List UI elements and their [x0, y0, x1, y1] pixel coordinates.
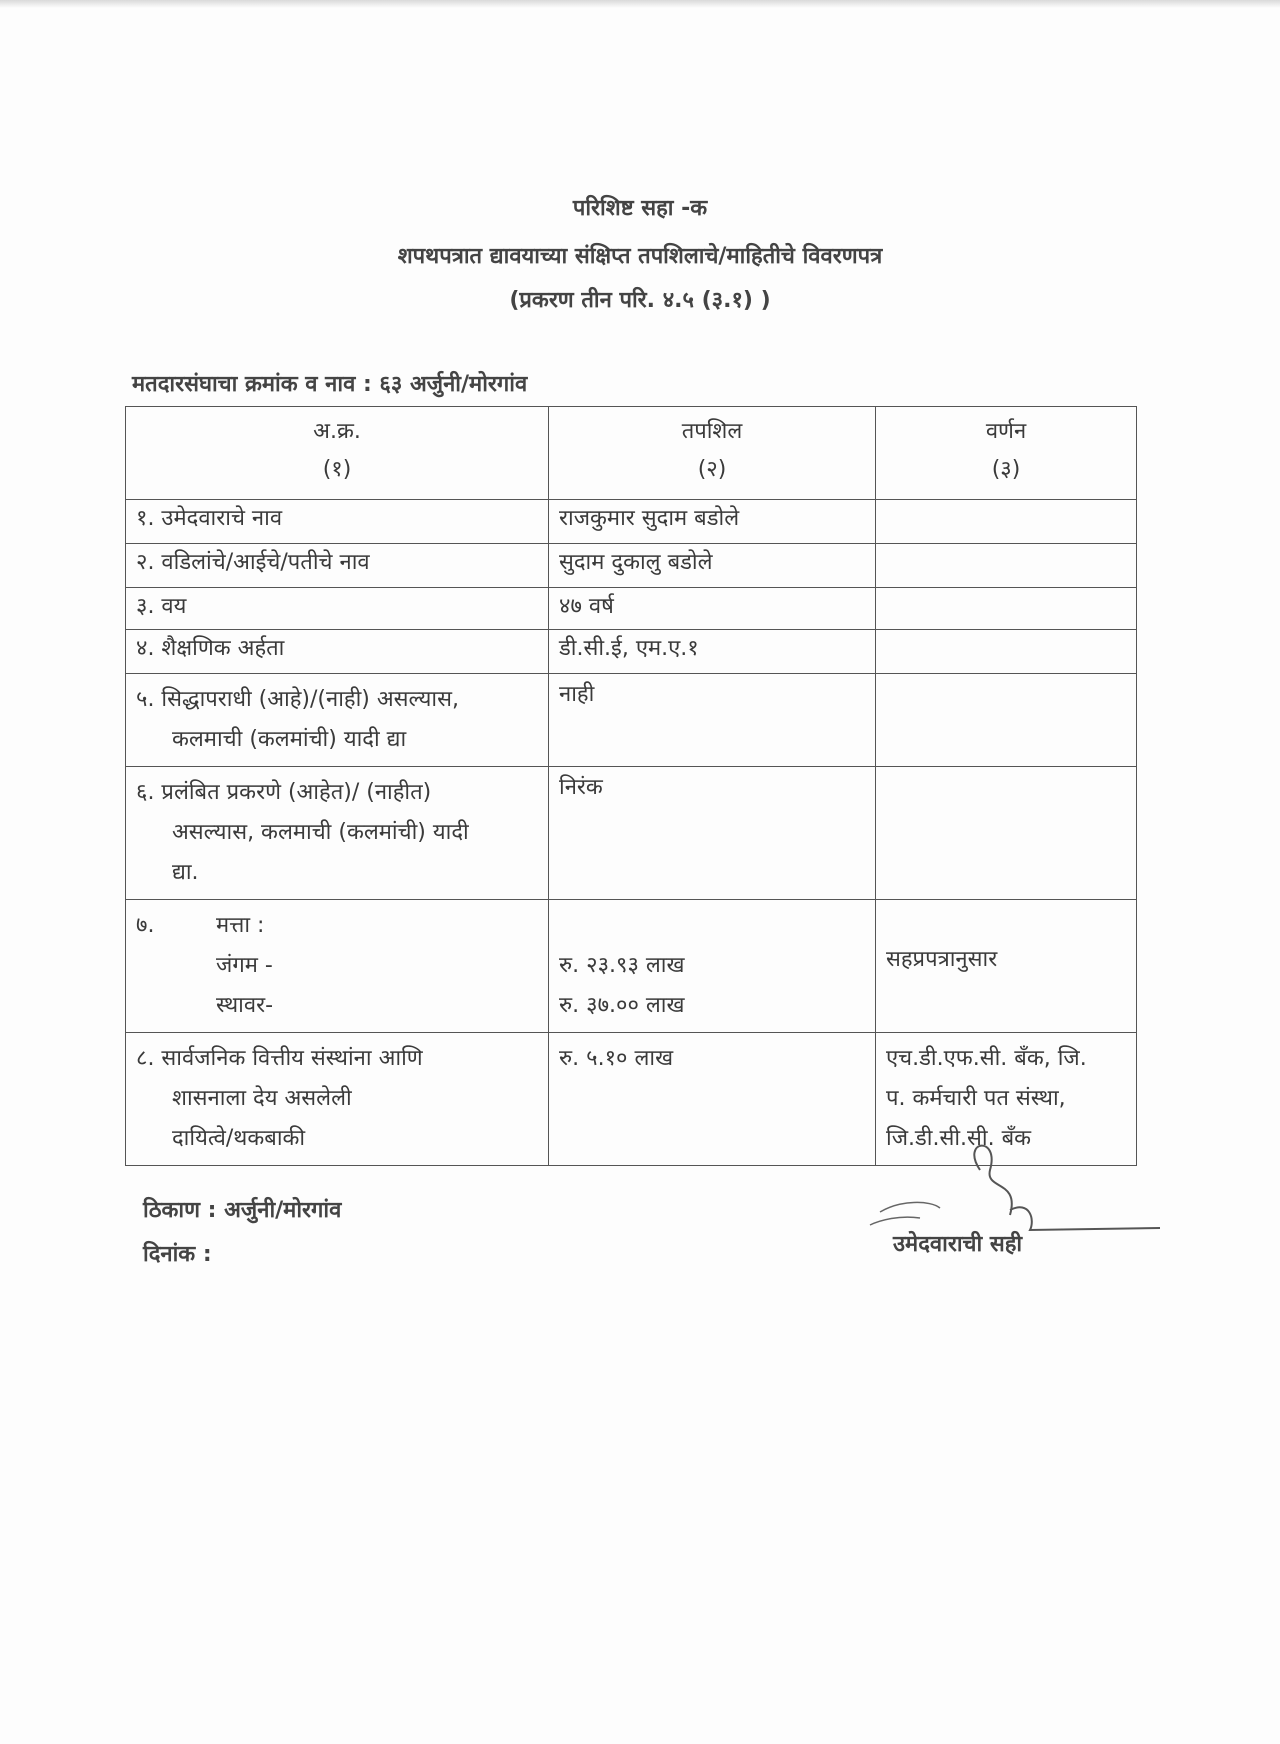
- assets-description: सहप्रपत्रानुसार: [886, 947, 998, 972]
- details-table: [125, 406, 1137, 1166]
- constituency-label: मतदारसंघाचा क्रमांक व नाव : ६३ अर्जुनी/मोरगांव: [132, 372, 528, 397]
- desc-cell: [876, 500, 1137, 544]
- item-cell: [126, 767, 549, 900]
- scan-edge: [0, 0, 1280, 8]
- desc-cell: [876, 588, 1137, 630]
- liabilities-value: रु. ५.१० लाख: [559, 1046, 674, 1071]
- table-row: [126, 588, 1137, 630]
- item-cell: [126, 1033, 549, 1166]
- item-cell: [126, 630, 549, 674]
- date-label: दिनांक :: [143, 1242, 212, 1267]
- item-text: जंगम -: [216, 953, 273, 978]
- age-value: ४७ वर्ष: [559, 594, 614, 619]
- item-text: स्थावर-: [216, 993, 274, 1018]
- liabilities-description: जि.डी.सी.सी. बँक: [886, 1126, 1032, 1151]
- movable-assets-value: रु. २३.९३ लाख: [559, 953, 685, 978]
- item-text: शासनाला देय असलेली: [172, 1086, 352, 1111]
- detail-cell: [549, 630, 876, 674]
- detail-cell: [549, 674, 876, 767]
- item-cell: [126, 674, 549, 767]
- detail-cell: [549, 588, 876, 630]
- pending-cases-value: निरंक: [559, 775, 603, 800]
- conviction-value: नाही: [559, 682, 595, 707]
- desc-cell: [876, 674, 1137, 767]
- item-text: दायित्वे/थकबाकी: [172, 1126, 306, 1151]
- item-text: ४. शैक्षणिक अर्हता: [136, 636, 285, 661]
- desc-cell: [876, 767, 1137, 900]
- item-cell: [126, 900, 549, 1033]
- item-text: असल्यास, कलमाची (कलमांची) यादी: [172, 820, 469, 845]
- item-text: ६. प्रलंबित प्रकरणे (आहेत)/ (नाहीत): [136, 780, 432, 805]
- header-label: वर्णन: [985, 419, 1027, 444]
- item-text: ५. सिद्धापराधी (आहे)/(नाही) असल्यास,: [136, 687, 459, 712]
- table-row: [126, 630, 1137, 674]
- item-text: २. वडिलांचे/आईचे/पतीचे नाव: [136, 550, 370, 575]
- header-label: अ.क्र.: [313, 419, 361, 444]
- detail-cell: [549, 500, 876, 544]
- header-details: [549, 407, 876, 500]
- item-text: ३. वय: [136, 594, 187, 619]
- table-row: [126, 900, 1137, 1033]
- parent-name: सुदाम दुकालु बडोले: [559, 550, 713, 575]
- education-value: डी.सी.ई, एम.ए.१: [559, 636, 699, 661]
- immovable-assets-value: रु. ३७.०० लाख: [559, 993, 685, 1018]
- item-text: ८. सार्वजनिक वित्तीय संस्थांना आणि: [136, 1046, 423, 1071]
- liabilities-description: एच.डी.एफ.सी. बँक, जि.: [886, 1046, 1087, 1071]
- candidate-name: राजकुमार सुदाम बडोले: [559, 506, 740, 531]
- table-row: [126, 767, 1137, 900]
- detail-cell: [549, 544, 876, 588]
- item-text: द्या.: [172, 860, 199, 885]
- item-cell: [126, 588, 549, 630]
- item-cell: [126, 500, 549, 544]
- header-label: तपशिल: [681, 419, 743, 444]
- item-text: ७.: [136, 913, 155, 938]
- header-number: (२): [697, 457, 727, 482]
- desc-cell: [876, 900, 1137, 1033]
- item-text: कलमाची (कलमांची) यादी द्या: [172, 727, 407, 752]
- detail-cell: [549, 767, 876, 900]
- signature-caption: उमेदवाराची सही: [893, 1232, 1023, 1257]
- header-description: [876, 407, 1137, 500]
- desc-cell: [876, 544, 1137, 588]
- detail-cell: [549, 1033, 876, 1166]
- item-cell: [126, 544, 549, 588]
- table-row: [126, 500, 1137, 544]
- item-text: मत्ता :: [216, 913, 265, 938]
- header-number: (३): [991, 457, 1021, 482]
- table-row: [126, 544, 1137, 588]
- place-label: ठिकाण : अर्जुनी/मोरगांव: [143, 1198, 342, 1223]
- chapter-reference: (प्रकरण तीन परि. ४.५ (३.१) ): [509, 288, 771, 313]
- liabilities-description: प. कर्मचारी पत संस्था,: [886, 1086, 1066, 1111]
- detail-cell: [549, 900, 876, 1033]
- desc-cell: [876, 630, 1137, 674]
- table-row: [126, 674, 1137, 767]
- appendix-title: परिशिष्ट सहा -क: [572, 196, 708, 221]
- header-number: (१): [322, 457, 352, 482]
- item-text: १. उमेदवाराचे नाव: [136, 506, 283, 531]
- header-serial: [126, 407, 549, 500]
- table-header-row: [126, 407, 1137, 500]
- document-title: शपथपत्रात द्यावयाच्या संक्षिप्त तपशिलाचे/माहितीचे विवरणपत्र: [397, 244, 883, 269]
